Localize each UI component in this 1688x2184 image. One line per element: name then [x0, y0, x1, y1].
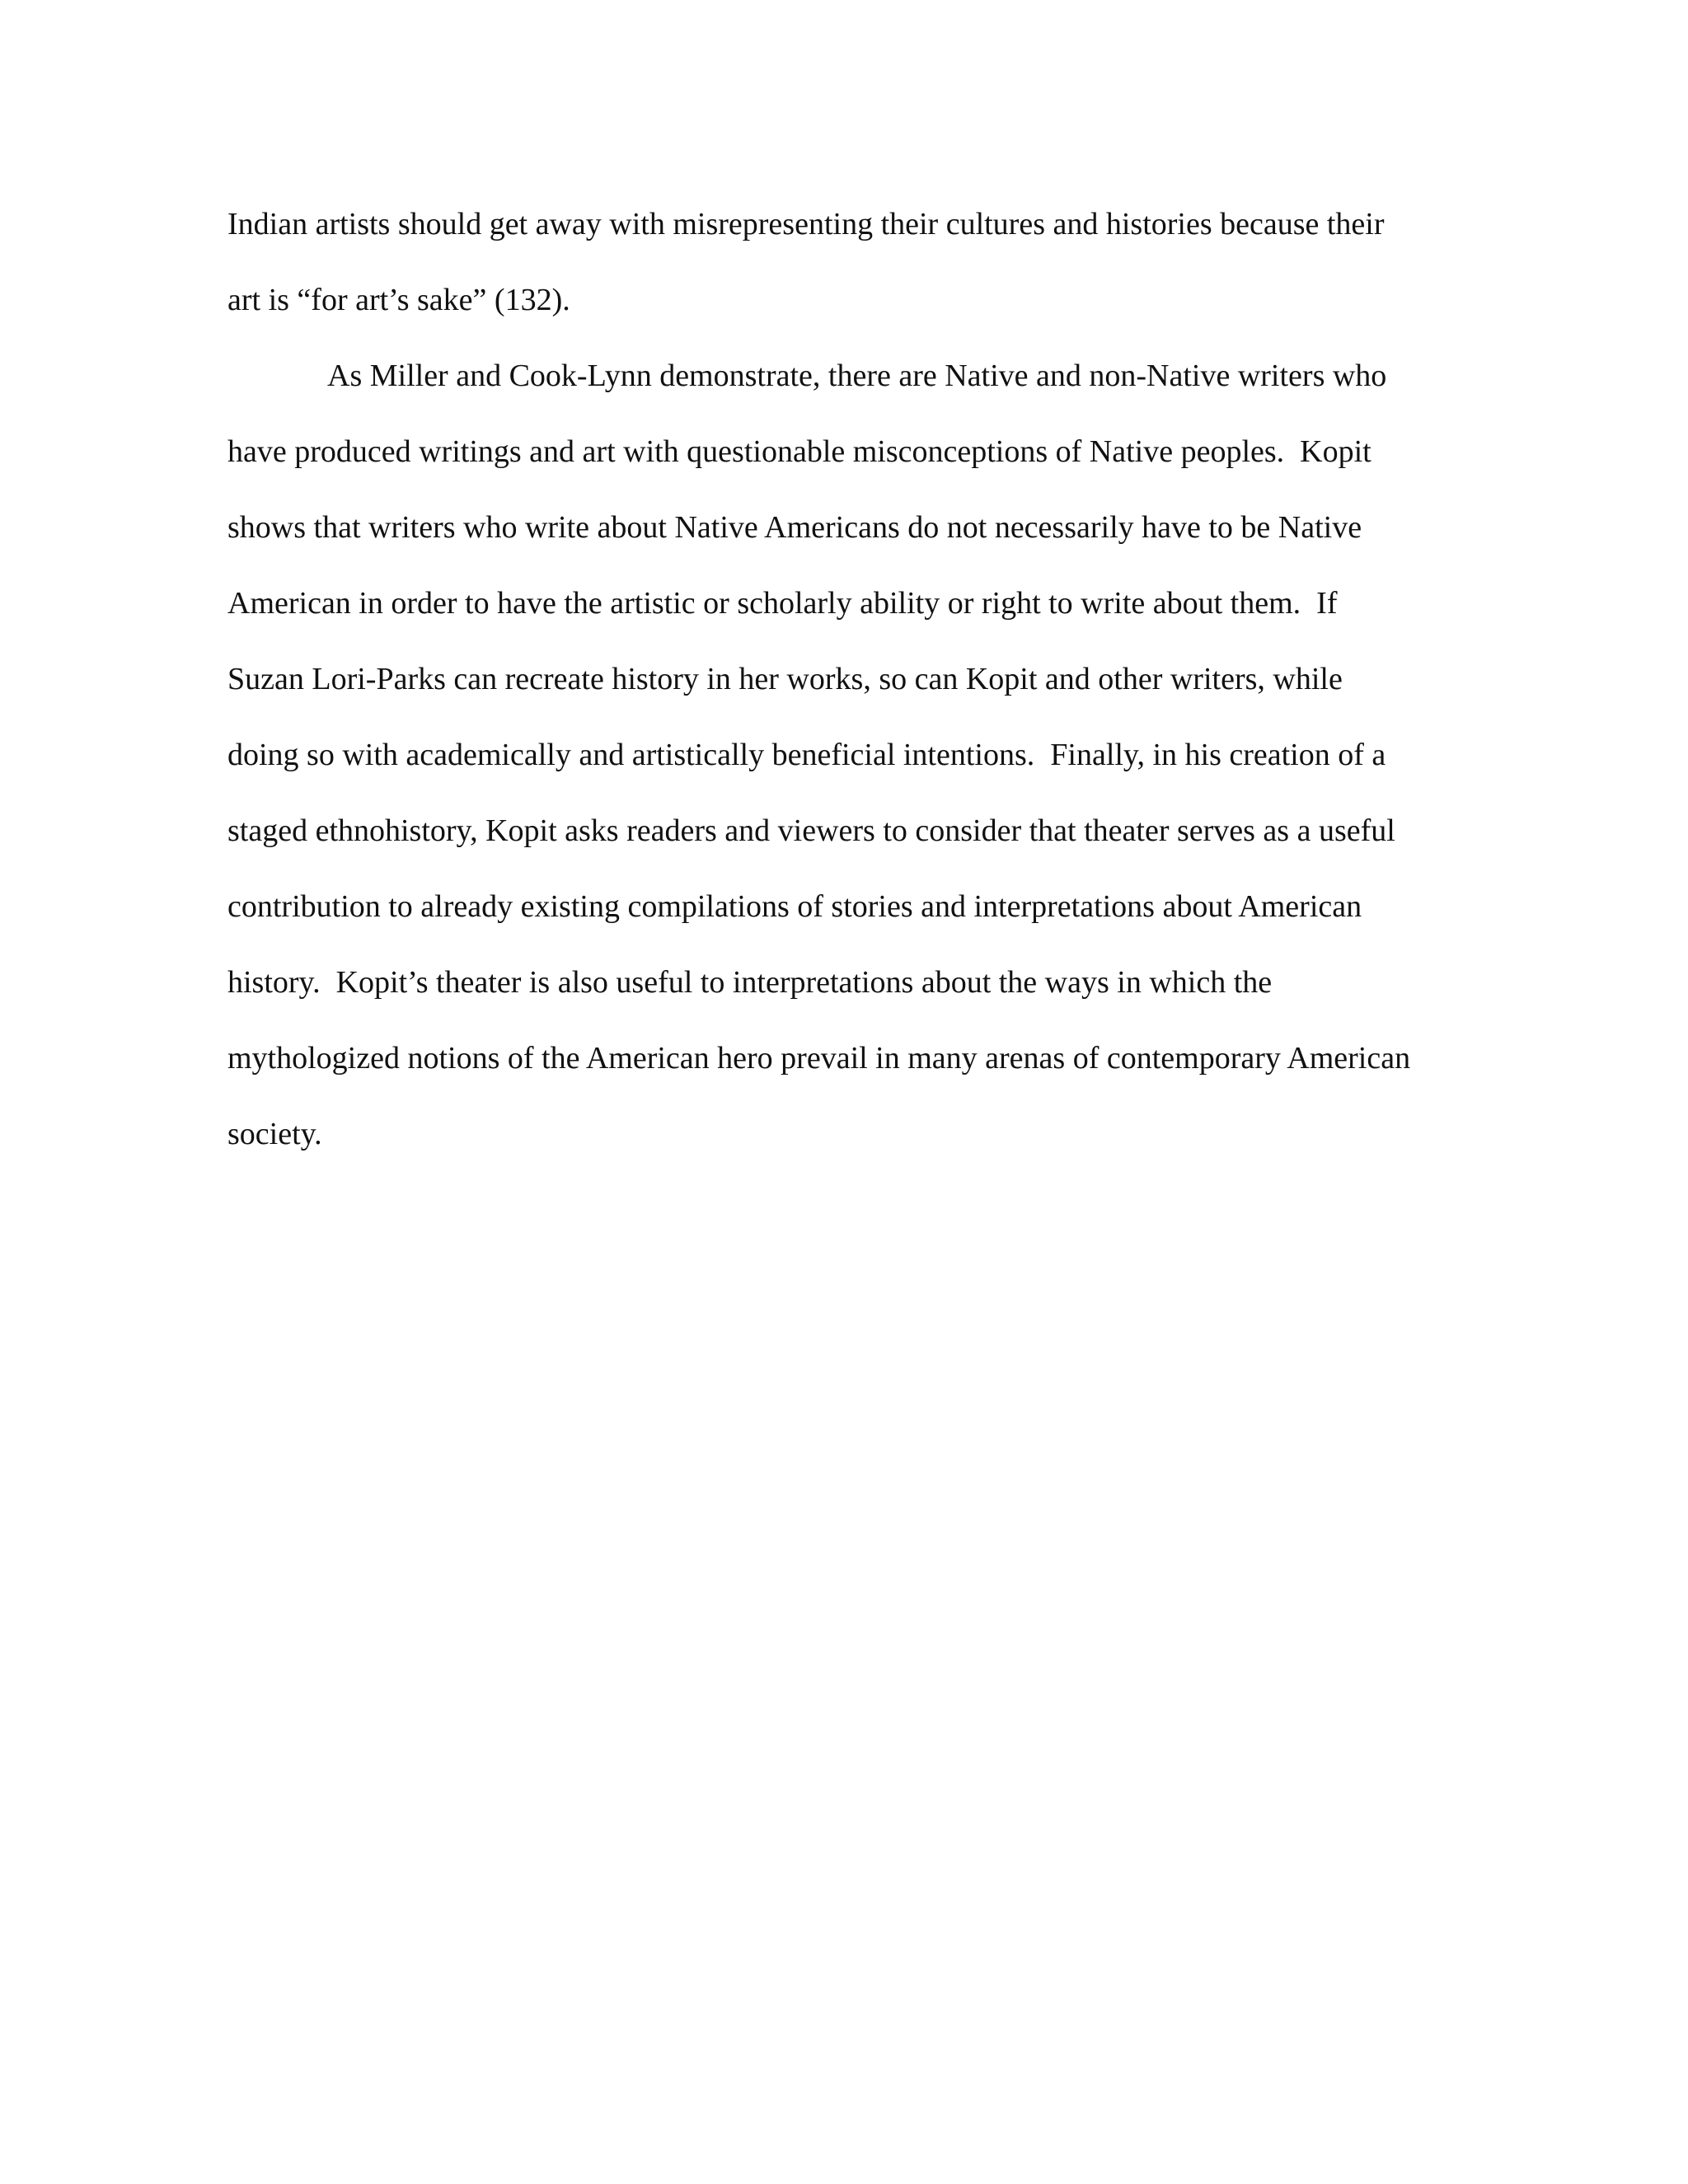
text-line: society. — [227, 1117, 322, 1151]
text-line: mythologized notions of the American hero prevail in many arenas of contemporary American — [227, 1041, 1411, 1076]
body-text — [227, 186, 1480, 1172]
text-line: contribution to already existing compilations of stories and interpretations about American — [227, 889, 1362, 924]
paragraph-continued — [227, 186, 1480, 338]
text-line: have produced writings and art with questionable misconceptions of Native peoples. Kopit — [227, 434, 1372, 469]
text-line-first-indented: As Miller and Cook-Lynn demonstrate, there are Native and non-Native writers who — [327, 359, 1387, 393]
text-line: Indian artists should get away with misrepresenting their cultures and histories because their — [227, 207, 1385, 241]
text-line: shows that writers who write about Native Americans do not necessarily have to be Native — [227, 510, 1362, 545]
text-line: staged ethnohistory, Kopit asks readers and viewers to consider that theater serves as a useful — [227, 813, 1395, 848]
text-line: art is “for art’s sake” (132). — [227, 283, 570, 317]
text-line: Suzan Lori-Parks can recreate history in her works, so can Kopit and other writers, while — [227, 662, 1343, 696]
text-line: doing so with academically and artistically beneficial intentions. Finally, in his creation of a — [227, 738, 1386, 772]
paragraph-conclusion — [227, 338, 1480, 1172]
text-line: history. Kopit’s theater is also useful to interpretations about the ways in which the — [227, 965, 1273, 1000]
text-line: American in order to have the artistic or scholarly ability or right to write about them. If — [227, 586, 1338, 621]
